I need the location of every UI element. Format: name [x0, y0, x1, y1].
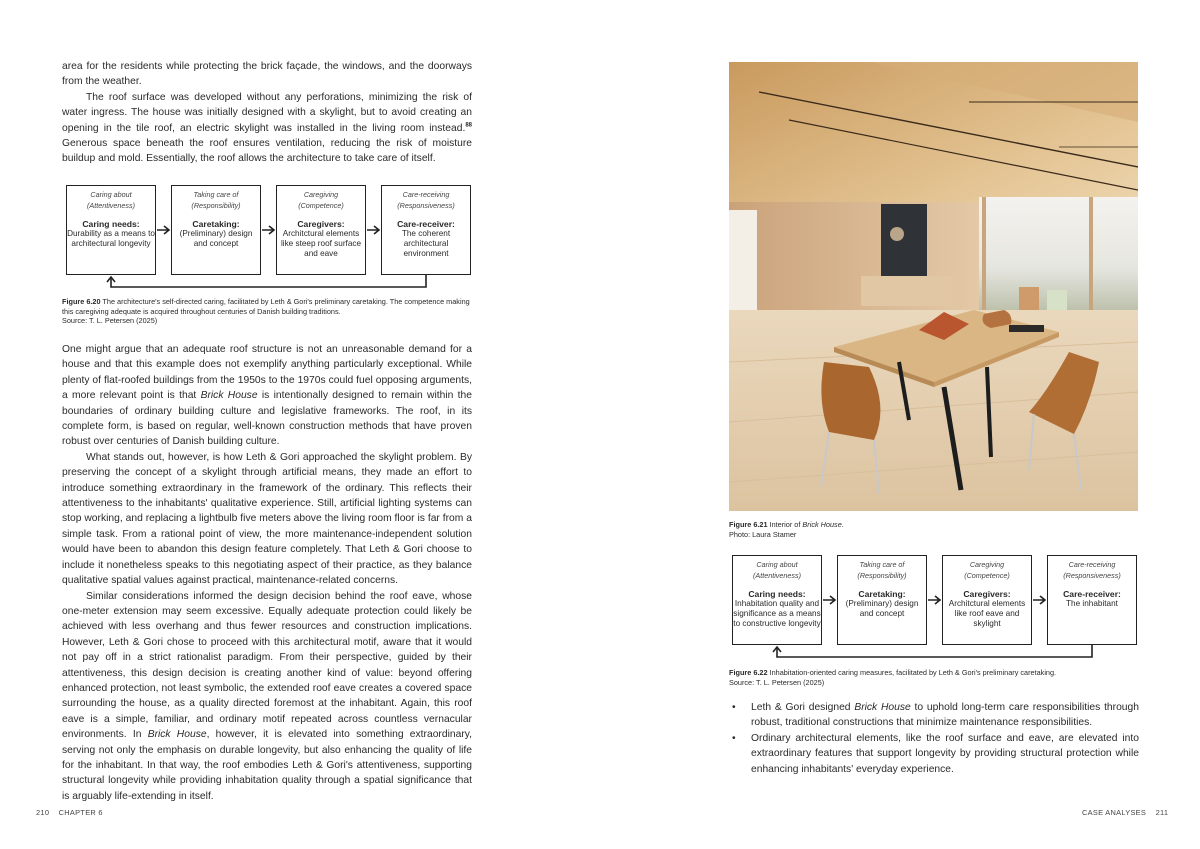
interior-photo — [729, 62, 1138, 511]
box-heading: Caregivers: — [297, 219, 345, 229]
figure-label: Figure 6.20 — [62, 297, 101, 306]
diagram-box-care-receiving — [1047, 555, 1137, 645]
box-category: Caring about — [756, 560, 798, 569]
diagram-box-caring-about — [732, 555, 822, 645]
right-page — [600, 0, 1200, 849]
section-label: CASE ANALYSES — [1082, 808, 1147, 817]
caption-text: Interior of — [767, 520, 803, 529]
box-body: Architctural elements like roof eave and skylight — [948, 599, 1026, 628]
figure-6-22-caption — [729, 668, 1139, 687]
box-heading: Caretaking: — [192, 219, 240, 229]
list-item — [729, 731, 1139, 777]
key-points-list — [729, 700, 1139, 777]
care-diagram-6-20 — [66, 185, 471, 290]
care-diagram-6-22 — [732, 555, 1137, 663]
box-category: Taking care of — [193, 190, 239, 199]
diagram-box-taking-care-of — [171, 185, 261, 275]
box-heading: Care-receiver: — [1063, 589, 1121, 599]
arrow-right-icon — [928, 595, 942, 605]
list-item-text: Leth & Gori designed — [751, 702, 855, 713]
paragraph-3 — [62, 342, 472, 450]
arrow-right-icon — [262, 225, 276, 235]
paragraph-2-text-end: Generous space beneath the roof ensures ventilation, reducing the risk of moisture buildup and mold. Essentially, the roof allows the architecture to take care of itself. — [62, 138, 472, 165]
box-category-sub: (Attentiveness) — [87, 200, 135, 210]
box-category: Taking care of — [859, 560, 905, 569]
text-block-bottom — [62, 342, 472, 804]
caption-text: The architecture's self-directed caring, facilitated by Leth & Gori's preliminary caretaking. The competence making this caregiving adequate is acquired throughout centuries of Danish building traditions. — [62, 297, 470, 316]
caption-source: Source: T. L. Petersen (2025) — [62, 316, 158, 326]
diagram-box-caring-about — [66, 185, 156, 275]
arrow-right-icon — [1033, 595, 1047, 605]
paragraph-5-text-end: , however, it is elevated into something extraordinary, serving not only the emphasis on durable longevity, but also enhancing the quality of life for the inhabitant. In that way, the roof embodies Leth & Gori's attentiveness, supporting structural longevity while providing inhabitation quality through a spatial significance that is arguably life-extending in itself. — [62, 729, 472, 802]
box-heading: Caretaking: — [858, 589, 906, 599]
box-category: Caregiving — [303, 190, 339, 199]
feedback-loop-arrow-icon — [732, 645, 1137, 661]
paragraph-2 — [62, 90, 472, 167]
page-number: 211 — [1155, 808, 1169, 817]
interior-photo-image — [729, 62, 1138, 511]
caption-emphasis: Brick House — [802, 520, 842, 529]
box-category-sub: (Responsibility) — [191, 200, 241, 210]
paragraph-3-text: One might argue that an adequate roof structure is not an unreasonable demand for a house and that this example does not exemplify anything particularly exceptional. While plenty of flat-roofed buildings from the 1950s to the 1970s could fuel opposing arguments, a more relevant point is that — [62, 344, 472, 402]
photo-credit: Photo: Laura Stamer — [729, 529, 797, 539]
diagram-box-taking-care-of — [837, 555, 927, 645]
arrow-right-icon — [823, 595, 837, 605]
box-category-sub: (Competence) — [298, 200, 344, 210]
bullet-icon: • — [732, 732, 736, 744]
box-heading: Caregivers: — [963, 589, 1011, 599]
footnote-88[interactable]: 88 — [465, 122, 472, 129]
box-heading: Caring needs: — [82, 219, 140, 229]
list-item — [729, 700, 1139, 731]
diagram-box-care-receiving — [381, 185, 471, 275]
diagram-box-caregiving — [276, 185, 366, 275]
list-item-text-end: to uphold long-term care responsibilities through robust, traditional constructions that minimize maintenance responsibilities. — [751, 702, 1139, 729]
box-body: Architctural elements like steep roof surface and eave — [280, 229, 362, 258]
box-heading: Caring needs: — [748, 589, 806, 599]
paragraph-5 — [62, 589, 472, 805]
text-block-top — [62, 59, 472, 167]
figure-6-21-caption — [729, 520, 1139, 539]
list-item-text: Ordinary architectural elements, like the roof surface and eave, are elevated into extraordinary features that support longevity by providing structural protection while enhancing inhabitants' everyday experience. — [751, 732, 1139, 775]
feedback-loop-arrow-icon — [66, 275, 471, 291]
paragraph-2-text: The roof surface was developed without any perforations, minimizing the risk of water ingress. The house was initially designed with a skylight, but to avoid creating an opening in the tile roof, an electric skylight was installed in the living room instead. — [62, 91, 472, 134]
paragraph-5-emphasis: Brick House — [147, 729, 207, 741]
figure-6-20-caption — [62, 297, 472, 326]
arrow-right-icon — [157, 225, 171, 235]
figure-label: Figure 6.22 — [729, 668, 768, 677]
box-body: The inhabitant — [1066, 599, 1118, 608]
diagram-box-caregiving — [942, 555, 1032, 645]
figure-label: Figure 6.21 — [729, 520, 768, 529]
box-body: (Preliminary) design and concept — [845, 599, 919, 618]
arrow-right-icon — [367, 225, 381, 235]
box-category: Caregiving — [969, 560, 1005, 569]
box-body: The coherent architectural environment — [401, 229, 451, 258]
paragraph-1: area for the residents while protecting the brick façade, the windows, and the doorways from the weather. — [62, 61, 472, 88]
paragraph-5-text: Similar considerations informed the design decision behind the roof eave, whose one-meter extension may seem excessive. Equally adequate protection could likely be achieved with less overhang and thus fewer resources and construction implications. However, Leth & Gori chose to proceed with this architectural motif, aware that it would not pay off in a strict rationalist paradigm. From their perspective, guided by their attentiveness, this design decision is creating another kind of value: beyond offering enhanced protection, not least symbolic, the extended roof eave creates a covered space surrounding the house, as a quality directed foremost at the inhabitant. Again, this roof eave is a simple, familiar, and ordinary motif repeated across countless vernacular environments. In — [62, 590, 472, 741]
caption-text: Inhabitation-oriented caring measures, facilitated by Leth & Gori's preliminary caretaking. — [767, 668, 1057, 677]
chapter-label: CHAPTER 6 — [58, 808, 103, 817]
box-body: Durability as a means to architectural longevity — [67, 229, 155, 248]
page-footer-left — [36, 808, 103, 817]
box-category: Caring about — [90, 190, 132, 199]
caption-source: Source: T. L. Petersen (2025) — [729, 677, 825, 687]
box-heading: Care-receiver: — [397, 219, 455, 229]
box-category: Care-receiving — [1068, 560, 1116, 569]
box-body: (Preliminary) design and concept — [179, 229, 253, 248]
box-category-sub: (Responsiveness) — [397, 200, 455, 210]
paragraph-3-text-end: is intentionally designed to remain within the boundaries of ordinary building culture and legislative frameworks. The roof, in its complete form, is based on regular, well-known construction methods that have proven robust over centuries of Danish building culture. — [62, 390, 472, 448]
box-category-sub: (Responsiveness) — [1063, 570, 1121, 580]
list-item-emphasis: Brick House — [854, 702, 911, 713]
page-number: 210 — [36, 808, 50, 817]
paragraph-3-emphasis: Brick House — [200, 390, 258, 402]
box-body: Inhabitation quality and significance as a means to constructive longevity — [733, 599, 821, 628]
page-footer-right — [1082, 808, 1168, 817]
box-category-sub: (Responsibility) — [857, 570, 907, 580]
box-category-sub: (Competence) — [964, 570, 1010, 580]
box-category: Care-receiving — [402, 190, 450, 199]
bullet-icon: • — [732, 702, 736, 713]
paragraph-4: What stands out, however, is how Leth & Gori approached the skylight problem. By preserving the concept of a skylight through artificial means, they made an effort to introduce something extraordinary in the framework of the ordinary. This reflects their attentiveness to the inhabitants' qualitative experience. Still, artificial lighting systems can stop working, and replacing a lightbulb five meters above the living room floor is far from a simple task. From a rational point of view, the more maintenance-independent solution would have been to abandon this design feature completely. That Leth & Gori choose to include it nonetheless speaks to this negotiating aspect of their practice, as they balance qualitative spatial values against practical, maintenance-related concerns. — [62, 451, 472, 587]
box-category-sub: (Attentiveness) — [753, 570, 801, 580]
caption-text-end: . — [841, 520, 844, 529]
